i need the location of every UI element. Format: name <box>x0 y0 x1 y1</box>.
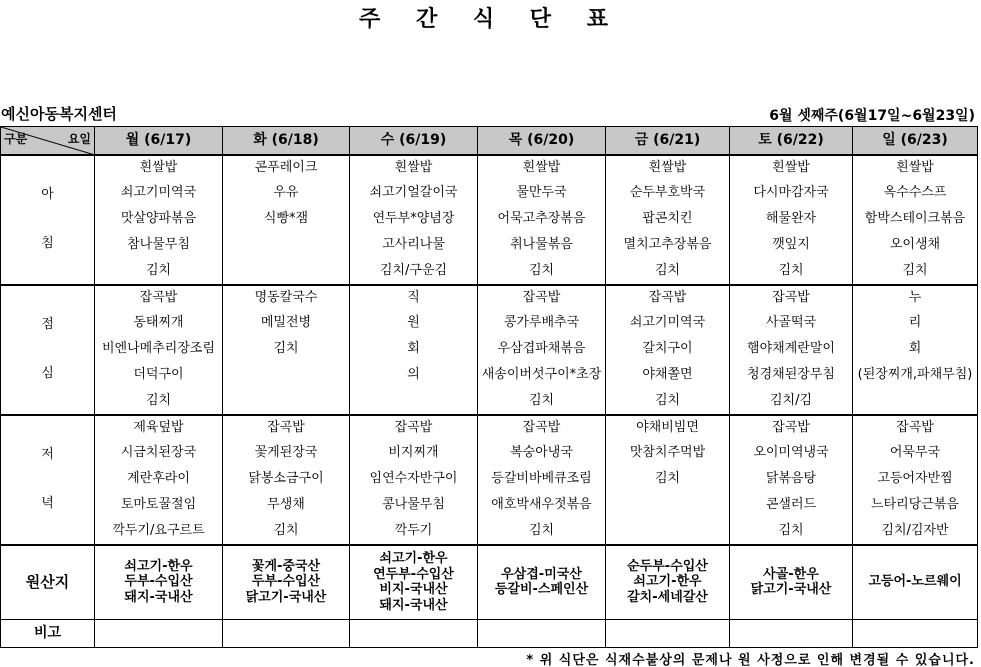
dish-cell <box>223 363 350 389</box>
header-day-sat: 토 (6/22) <box>730 127 853 155</box>
remark-cell <box>606 620 730 648</box>
origin-item: 비지-국내산 <box>379 582 448 598</box>
dish-cell: 김치 <box>853 259 978 285</box>
dish-cell: 콩나물무침 <box>350 493 478 519</box>
dish-cell: 원 <box>350 311 478 337</box>
dish-cell: 흰쌀밥 <box>606 155 730 181</box>
center-name: 예신아동복지센터 <box>1 105 117 123</box>
menu-row <box>1 389 978 415</box>
dish-cell: 토마토꿀절임 <box>95 493 223 519</box>
dish-cell: 참나물무침 <box>95 233 223 259</box>
dish-cell: 잡곡밥 <box>853 415 978 441</box>
header-yoil: 요일 <box>67 132 91 146</box>
origin-item: 우삼겹-미국산 <box>501 566 582 582</box>
origin-item: 쇠고기-한우 <box>124 558 193 574</box>
dish-cell: 임연수자반구이 <box>350 467 478 493</box>
origin-item: 갈치-세네갈산 <box>627 590 708 606</box>
week-range: 6월 셋째주(6월17일~6월23일) <box>769 108 975 124</box>
dish-cell: 어묵무국 <box>853 441 978 467</box>
meal-label-char: 녁 <box>41 495 54 511</box>
dish-cell: 깍두기/요구르트 <box>95 519 223 545</box>
dish-cell: 멸치고추장볶음 <box>606 233 730 259</box>
dish-cell: 맛살양파볶음 <box>95 207 223 233</box>
dish-cell: 김치 <box>606 389 730 415</box>
meal-label-char: 저 <box>41 447 54 463</box>
dish-cell <box>223 259 350 285</box>
dish-cell: 맛참치주먹밥 <box>606 441 730 467</box>
dish-cell: 식빵*잼 <box>223 207 350 233</box>
dish-cell <box>606 493 730 519</box>
dish-cell <box>350 389 478 415</box>
origin-cell-wed <box>350 545 478 620</box>
dish-cell: 복숭아냉국 <box>478 441 606 467</box>
remark-cell <box>478 620 606 648</box>
dish-cell: 갈치구이 <box>606 337 730 363</box>
header-day-sun: 일 (6/23) <box>853 127 978 155</box>
dish-cell: 잡곡밥 <box>478 415 606 441</box>
remark-cell <box>350 620 478 648</box>
origin-item: 등갈비-스페인산 <box>494 582 589 598</box>
dish-cell: 취나물볶음 <box>478 233 606 259</box>
dish-cell: (된장찌개,파채무침) <box>853 363 978 389</box>
origin-item: 연두부-수입산 <box>373 566 454 582</box>
origin-item: 고등어-노르웨이 <box>868 574 962 590</box>
remark-label: 비고 <box>1 620 95 648</box>
remark-cell <box>95 620 223 648</box>
dish-cell: 비지찌개 <box>350 441 478 467</box>
menu-row <box>1 519 978 545</box>
dish-cell: 잡곡밥 <box>350 415 478 441</box>
origin-cell-thu <box>478 545 606 620</box>
header-gubun: 구분 <box>4 132 28 146</box>
menu-row <box>1 311 978 337</box>
dish-cell: 새송이버섯구이*초장 <box>478 363 606 389</box>
dish-cell: 잡곡밥 <box>730 285 853 311</box>
page-title: 주 간 식 단 표 <box>359 7 622 32</box>
dish-cell: 김치 <box>95 259 223 285</box>
dish-cell: 다시마감자국 <box>730 181 853 207</box>
weekly-menu-table <box>0 126 978 648</box>
dish-cell: 오이미역냉국 <box>730 441 853 467</box>
dish-cell: 청경채된장무침 <box>730 363 853 389</box>
dish-cell: 잡곡밥 <box>223 415 350 441</box>
menu-row <box>1 337 978 363</box>
dish-cell: 비엔나메추리장조림 <box>95 337 223 363</box>
dish-cell: 느타리당근볶음 <box>853 493 978 519</box>
header-day-tue: 화 (6/18) <box>223 127 350 155</box>
dish-cell: 김치/김자반 <box>853 519 978 545</box>
dish-cell: 흰쌀밥 <box>478 155 606 181</box>
dish-cell: 콘샐러드 <box>730 493 853 519</box>
dish-cell: 쇠고기미역국 <box>95 181 223 207</box>
dish-cell: 김치 <box>478 389 606 415</box>
dish-cell: 우삼겹파채볶음 <box>478 337 606 363</box>
meal-label-char: 점 <box>41 317 54 333</box>
header-corner <box>1 127 95 155</box>
dish-cell: 김치/김 <box>730 389 853 415</box>
dish-cell: 어묵고추장볶음 <box>478 207 606 233</box>
menu-row <box>1 415 978 441</box>
meal-label-char: 심 <box>41 365 54 381</box>
dish-cell: 계란후라이 <box>95 467 223 493</box>
meal-label-lunch <box>1 285 95 415</box>
origin-item: 꽃게-중국산 <box>251 558 321 574</box>
dish-cell: 김치 <box>730 519 853 545</box>
dish-cell <box>853 389 978 415</box>
dish-cell: 야채비빔면 <box>606 415 730 441</box>
origin-item: 돼지-국내산 <box>124 590 193 606</box>
dish-cell: 흰쌀밥 <box>95 155 223 181</box>
dish-cell: 고사리나물 <box>350 233 478 259</box>
menu-row <box>1 181 978 207</box>
menu-row <box>1 155 978 181</box>
header-day-mon: 월 (6/17) <box>95 127 223 155</box>
remark-cell <box>853 620 978 648</box>
dish-cell: 제육덮밥 <box>95 415 223 441</box>
menu-body <box>1 155 978 545</box>
dish-cell: 옥수수스프 <box>853 181 978 207</box>
dish-cell: 물만두국 <box>478 181 606 207</box>
origin-item: 쇠고기-한우 <box>633 574 702 590</box>
origin-row <box>1 545 978 620</box>
dish-cell: 깻잎지 <box>730 233 853 259</box>
dish-cell: 흰쌀밥 <box>730 155 853 181</box>
dish-cell: 잡곡밥 <box>95 285 223 311</box>
remark-row <box>1 620 978 648</box>
header-day-fri: 금 (6/21) <box>606 127 730 155</box>
remark-cell <box>223 620 350 648</box>
origin-cell-fri <box>606 545 730 620</box>
origin-label: 원산지 <box>1 545 95 620</box>
header-day-wed: 수 (6/19) <box>350 127 478 155</box>
origin-cell-sun <box>853 545 978 620</box>
dish-cell: 김치 <box>223 337 350 363</box>
dish-cell: 누 <box>853 285 978 311</box>
dish-cell: 닭봉소금구이 <box>223 467 350 493</box>
menu-row <box>1 467 978 493</box>
dish-cell: 명동칼국수 <box>223 285 350 311</box>
dish-cell: 애호박새우젓볶음 <box>478 493 606 519</box>
origin-item: 사골-한우 <box>763 566 819 582</box>
origin-item: 닭고기-국내산 <box>750 582 832 598</box>
dish-cell: 직 <box>350 285 478 311</box>
menu-row <box>1 363 978 389</box>
dish-cell: 등갈비바베큐조림 <box>478 467 606 493</box>
origin-item: 닭고기-국내산 <box>245 590 327 606</box>
dish-cell: 김치 <box>478 259 606 285</box>
dish-cell: 무생채 <box>223 493 350 519</box>
menu-row <box>1 441 978 467</box>
origin-item: 두부-수입산 <box>124 574 193 590</box>
dish-cell: 메밀전병 <box>223 311 350 337</box>
origin-cell-sat <box>730 545 853 620</box>
dish-cell <box>223 233 350 259</box>
dish-cell: 더덕구이 <box>95 363 223 389</box>
origin-item: 쇠고기-한우 <box>379 551 448 567</box>
menu-row <box>1 259 978 285</box>
dish-cell: 고등어자반찜 <box>853 467 978 493</box>
dish-cell: 김치 <box>95 389 223 415</box>
dish-cell: 쇠고기얼갈이국 <box>350 181 478 207</box>
meal-label-breakfast <box>1 155 95 285</box>
dish-cell: 흰쌀밥 <box>853 155 978 181</box>
dish-cell: 깍두기 <box>350 519 478 545</box>
dish-cell: 김치 <box>606 259 730 285</box>
dish-cell: 리 <box>853 311 978 337</box>
dish-cell: 동태찌개 <box>95 311 223 337</box>
menu-row <box>1 285 978 311</box>
menu-row <box>1 233 978 259</box>
dish-cell: 사골떡국 <box>730 311 853 337</box>
dish-cell: 오이생채 <box>853 233 978 259</box>
dish-cell: 팝콘치킨 <box>606 207 730 233</box>
dish-cell <box>606 519 730 545</box>
menu-row <box>1 207 978 233</box>
dish-cell: 김치/구운김 <box>350 259 478 285</box>
dish-cell: 잡곡밥 <box>730 415 853 441</box>
dish-cell: 햄야채계란말이 <box>730 337 853 363</box>
meal-label-char: 아 <box>41 187 54 203</box>
origin-item: 돼지-국내산 <box>379 597 448 613</box>
dish-cell: 함박스테이크볶음 <box>853 207 978 233</box>
remark-cell <box>730 620 853 648</box>
dish-cell: 콘푸레이크 <box>223 155 350 181</box>
origin-item: 두부-수입산 <box>251 574 321 590</box>
dish-cell: 닭볶음탕 <box>730 467 853 493</box>
meal-label-dinner <box>1 415 95 545</box>
footnote: * 위 식단은 식재수불상의 문제나 원 사정으로 인해 변경될 수 있습니다. <box>526 653 975 667</box>
dish-cell: 순두부호박국 <box>606 181 730 207</box>
dish-cell: 김치 <box>478 519 606 545</box>
dish-cell: 김치 <box>223 519 350 545</box>
dish-cell: 흰쌀밥 <box>350 155 478 181</box>
origin-cell-tue <box>223 545 350 620</box>
header-row <box>1 127 978 155</box>
dish-cell: 의 <box>350 363 478 389</box>
header-day-thu: 목 (6/20) <box>478 127 606 155</box>
dish-cell: 회 <box>350 337 478 363</box>
dish-cell: 김치 <box>730 259 853 285</box>
dish-cell: 김치 <box>606 467 730 493</box>
menu-row <box>1 493 978 519</box>
origin-cell-mon <box>95 545 223 620</box>
dish-cell <box>223 389 350 415</box>
dish-cell: 우유 <box>223 181 350 207</box>
dish-cell: 잡곡밥 <box>478 285 606 311</box>
origin-item: 순두부-수입산 <box>627 558 708 574</box>
dish-cell: 콩가루배추국 <box>478 311 606 337</box>
dish-cell: 회 <box>853 337 978 363</box>
dish-cell: 꽃게된장국 <box>223 441 350 467</box>
dish-cell: 야채쫄면 <box>606 363 730 389</box>
dish-cell: 해물완자 <box>730 207 853 233</box>
dish-cell: 연두부*양념장 <box>350 207 478 233</box>
meal-label-char: 침 <box>41 235 54 251</box>
dish-cell: 쇠고기미역국 <box>606 311 730 337</box>
dish-cell: 잡곡밥 <box>606 285 730 311</box>
dish-cell: 시금치된장국 <box>95 441 223 467</box>
